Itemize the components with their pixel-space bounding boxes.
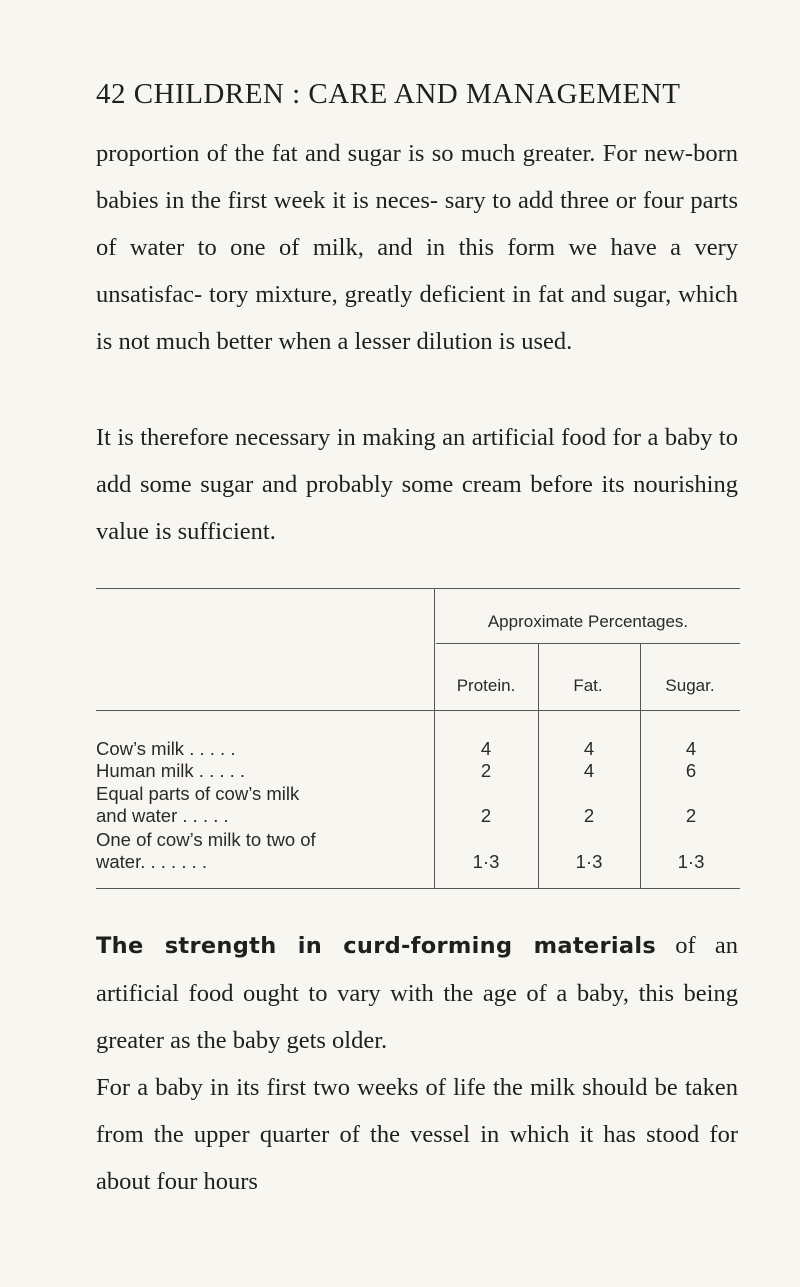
cell-cows-milk-protein: 4 — [480, 738, 492, 759]
cell-cows-milk-sugar: 4 — [685, 738, 697, 759]
table-header-rule — [96, 710, 740, 711]
column-header-sugar: Sugar. — [665, 676, 715, 695]
table-vrule-3 — [640, 644, 641, 889]
table-vrule-2 — [538, 644, 539, 889]
row-label-equal-parts-line2: and water . . . . . — [96, 805, 229, 826]
cell-human-milk-sugar: 6 — [685, 760, 697, 781]
table-group-rule — [436, 643, 740, 644]
row-label-one-to-two-line1: One of cow’s milk to two of — [96, 829, 316, 850]
paragraph-first-two-weeks: For a baby in its first two weeks of life the milk should be taken from the upper quarter of the vessel in which it has stood for about four hours — [96, 1074, 738, 1195]
cell-human-milk-protein: 2 — [480, 760, 492, 781]
paragraph-proportion: proportion of the fat and sugar is so much greater. For new-born babies in the first week it is neces- sary to add three or four parts of water to one of milk, and in this form we have a very unsatisfac- tory mixture, greatly deficient in fat and sugar, which is not much better when a lesser dilution is used. — [96, 140, 738, 355]
running-head: 42 CHILDREN : CARE AND MANAGEMENT — [96, 78, 681, 110]
table-bottom-rule — [96, 888, 740, 889]
cell-human-milk-fat: 4 — [583, 760, 595, 781]
row-label-human-milk: Human milk . . . . . — [96, 760, 246, 781]
column-header-fat: Fat. — [573, 676, 603, 695]
column-header-protein: Protein. — [456, 676, 516, 695]
row-label-one-to-two-line2: water. . . . . . . — [96, 851, 208, 872]
cell-equal-parts-sugar: 2 — [685, 805, 697, 826]
cell-equal-parts-fat: 2 — [583, 805, 595, 826]
paragraph-artificial-food-text: It is therefore necessary in making an artificial food for a baby to add some sugar and probably some cream before its nourishing value is sufficient. — [96, 424, 738, 545]
cell-equal-parts-protein: 2 — [480, 805, 492, 826]
row-label-cows-milk: Cow’s milk . . . . . — [96, 738, 236, 759]
cell-one-to-two-sugar: 1·3 — [677, 851, 705, 872]
cell-one-to-two-protein: 1·3 — [472, 851, 500, 872]
curd-strength-lead: The strength in curd-forming materials — [96, 933, 657, 959]
cell-cows-milk-fat: 4 — [583, 738, 595, 759]
cell-one-to-two-fat: 1·3 — [575, 851, 603, 872]
row-label-equal-parts-line1: Equal parts of cow’s milk — [96, 783, 300, 804]
paragraph-artificial-food — [96, 414, 738, 555]
paragraph-curd-strength — [96, 922, 738, 1205]
table-vrule-1 — [434, 589, 435, 889]
curd-strength-text: of an artificial food ought to vary with the age of a baby, this being greater as the baby gets older. — [96, 932, 738, 1054]
percentages-table — [96, 588, 740, 908]
table-top-rule — [96, 588, 740, 589]
table-group-header: Approximate Percentages. — [487, 612, 689, 631]
